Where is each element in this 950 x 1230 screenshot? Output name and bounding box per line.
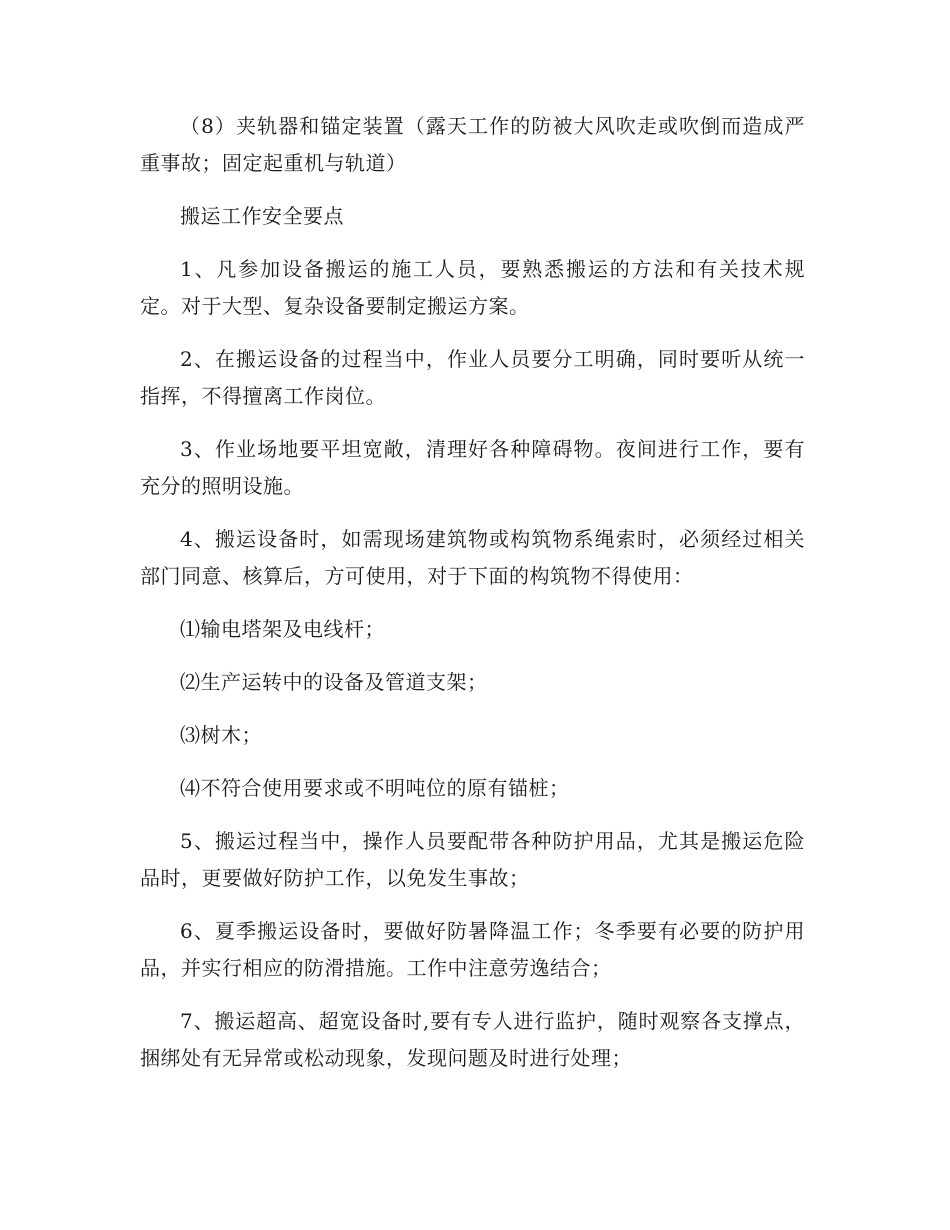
paragraph-item-5: 5、搬运过程当中，操作人员要配带各种防护用品，尤其是搬运危险品时，更要做好防护工作，以免发生事故； (140, 829, 805, 890)
paragraph-item-3: 3、作业场地要平坦宽敞，清理好各种障碍物。夜间进行工作，要有充分的照明设施。 (140, 437, 805, 498)
paragraph-item-7: 7、搬运超高、超宽设备时,要有专人进行监护，随时观察各支撑点，捆绑处有无异常或松动现象，发现问题及时进行处理； (140, 1009, 805, 1070)
subitem-4: ⑷不符合使用要求或不明吨位的原有锚桩； (180, 776, 570, 800)
document-body (140, 108, 805, 1093)
subitem-3: ⑶树木； (180, 723, 262, 747)
subitem-2: ⑵生产运转中的设备及管道支架； (180, 670, 488, 694)
paragraph-item-1: 1、凡参加设备搬运的施工人员，要熟悉搬运的方法和有关技术规定。对于大型、复杂设备要制定搬运方案。 (140, 257, 805, 318)
paragraph-clamp-anchor-device: （8）夹轨器和锚定装置（露天工作的防被大风吹走或吹倒而造成严重事故；固定起重机与轨道） (140, 114, 805, 175)
paragraph-item-2: 2、在搬运设备的过程当中，作业人员要分工明确，同时要听从统一指挥，不得擅离工作岗位。 (140, 347, 805, 408)
section-heading-handling-safety: 搬运工作安全要点 (180, 204, 344, 228)
paragraph-item-6: 6、夏季搬运设备时，要做好防暑降温工作；冬季要有必要的防护用品，并实行相应的防滑措施。工作中注意劳逸结合； (140, 919, 805, 980)
subitem-1: ⑴输电塔架及电线杆； (180, 617, 385, 641)
paragraph-item-4: 4、搬运设备时，如需现场建筑物或构筑物系绳索时，必须经过相关部门同意、核算后，方可使用，对于下面的构筑物不得使用： (140, 527, 805, 588)
